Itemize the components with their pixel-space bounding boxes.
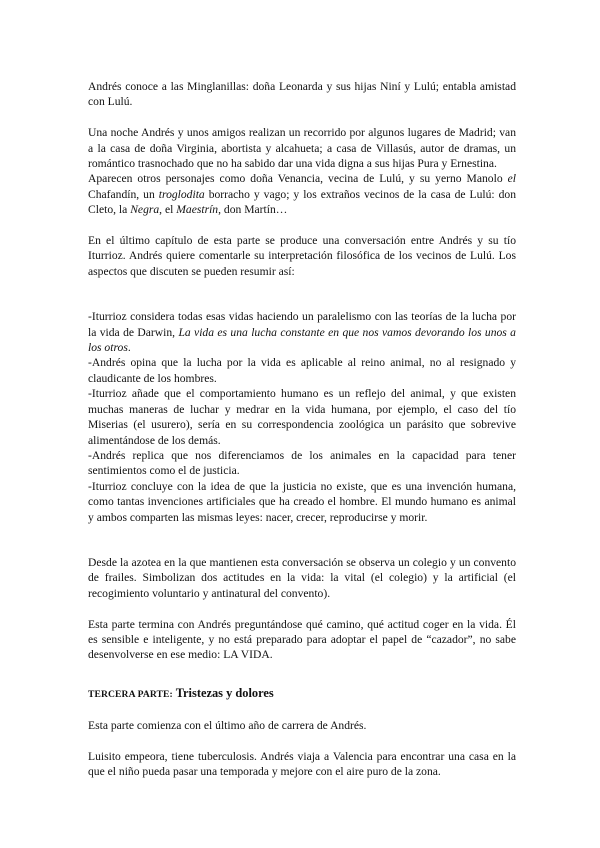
paragraph-minglanillas: Andrés conoce a las Minglanillas: doña Leonarda y sus hijas Niní y Lulú; entabla amistad con Lulú. (88, 80, 516, 109)
paragraph-luisito: Luisito empeora, tiene tuberculosis. Andrés viaja a Valencia para encontrar una casa en la que el niño pueda pasar una temporada y mejore con el aire puro de la zona. (88, 749, 516, 779)
spacer (88, 663, 516, 678)
document-page (88, 79, 516, 780)
list-item-comportamiento-humano: -Iturrioz añade que el comportamiento humano es un reflejo del animal, y que existen muchas maneras de luchar y medrar en la vida humana, por ejemplo, el caso del tío Miserias (el usurero), sería en su correspondencia zoológica un parásito que sobrevive alimentándose de los demás. (88, 387, 516, 447)
paragraph-conversacion-iturrioz: En el último capítulo de esta parte se produce una conversación entre Andrés y su tío Iturrioz. Andrés quiere comentarle su interpretación filosófica de los vecinos de Lulú. Los aspectos que discuten se pueden resumir así: (88, 234, 516, 278)
spacer (88, 525, 516, 555)
paragraph-ultimo-ano: Esta parte comienza con el último año de carrera de Andrés. (88, 718, 367, 732)
list-item-justicia-no-existe: -Iturrioz concluye con la idea de que la justicia no existe, que es una invención humana, como tantas invenciones artificiales que ha creado el hombre. El mundo humano es animal y ambos comparten las mismas leyes: nacer, crecer, reproducirse y morir. (88, 479, 516, 524)
section-heading: TERCERA PARTE: Tristezas y dolores (88, 686, 274, 701)
paragraph-azotea: Desde la azotea en la que mantienen esta conversación se observa un colegio y un convento de frailes. Simbolizan dos actitudes en la vida: la vital (el colegio) y la artificial (el recogimiento voluntario y antinatural del convento). (88, 555, 516, 600)
list-item-reino-animal: -Andrés opina que la lucha por la vida es aplicable al reino animal, no al resignado y claudicante de los hombres. (88, 356, 516, 385)
spacer (88, 703, 516, 718)
paragraph-recorrido-madrid: Una noche Andrés y unos amigos realizan un recorrido por algunos lugares de Madrid; van a la casa de doña Virginia, abortista y alcahueta; a casa de Villasús, autor de dramas, un romántico trasnochado que no ha sabido dar una vida digna a sus hijas Pura y Ernestina. (88, 126, 516, 171)
list-item-sentimientos-justicia: -Andrés replica que nos diferenciamos de los animales en la capacidad para tener sentimientos como el de justicia. (88, 448, 516, 478)
list-item-darwin: -Iturrioz considera todas esas vidas haciendo un paralelismo con las teorías de la lucha por la vida de Darwin, La vida es una lucha constante en que nos vamos devorando los unos a los otros. (88, 310, 516, 355)
spacer (88, 218, 516, 233)
paragraph-otros-personajes: Aparecen otros personajes como doña Venancia, vecina de Lulú, y su yerno Manolo el Chafandín, un troglodita borracho y vago; y los extraños vecinos de la casa de Lulú: don Cleto, la Negra, el Maestrín, don Martín… (88, 172, 516, 217)
spacer (88, 279, 516, 309)
spacer (88, 110, 516, 125)
spacer (88, 601, 516, 616)
spacer (88, 733, 516, 748)
paragraph-fin-parte: Esta parte termina con Andrés preguntándose qué camino, qué actitud coger en la vida. Él es sensible e inteligente, y no está preparado para adoptar el papel de “cazador”, no sabe desenvolverse en ese medio: LA VIDA. (88, 617, 516, 662)
